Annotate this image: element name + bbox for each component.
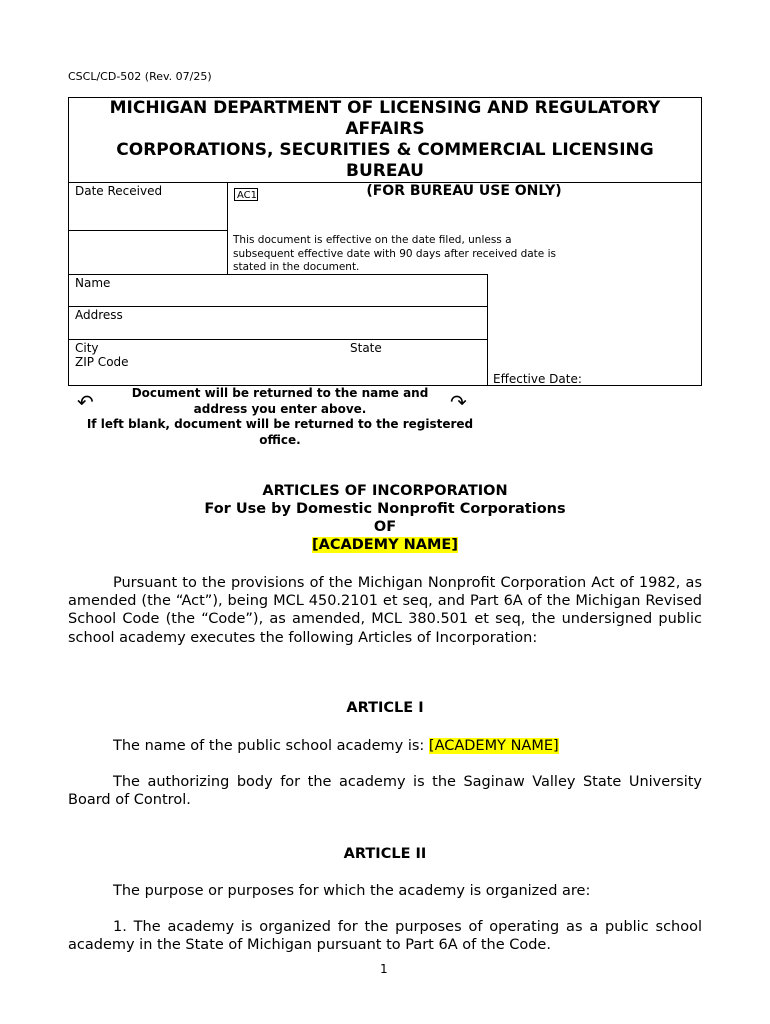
- article-1-name: [68, 737, 702, 755]
- bureau-use-only: (FOR BUREAU USE ONLY): [366, 183, 562, 199]
- ac1-code-box: AC1: [234, 188, 258, 201]
- effective-date-note: This document is effective on the date filed, unless a subsequent effective date with 90 days after received date is stated in the document.: [233, 234, 556, 273]
- state-field-label: State: [350, 341, 382, 355]
- article-2-item-1: 1. The academy is organized for the purposes of operating as a public school academy in the State of Michigan pursuant to Part 6A of the Code.: [68, 919, 702, 954]
- divider: [68, 339, 488, 340]
- academy-name-placeholder: [ACADEMY NAME]: [312, 537, 458, 553]
- article-2-heading: ARTICLE II: [343, 846, 427, 862]
- document-subtitle: For Use by Domestic Nonprofit Corporations: [204, 501, 566, 517]
- article-1-heading: ARTICLE I: [346, 700, 424, 716]
- divider: [68, 306, 488, 307]
- divider: [227, 182, 228, 274]
- divider: [487, 274, 488, 386]
- academy-name-placeholder: [ACADEMY NAME]: [428, 738, 559, 754]
- curved-arrow-right-icon: ↷: [450, 390, 467, 414]
- return-notice-line2: If left blank, document will be returned to the registered office.: [86, 417, 474, 447]
- divider: [68, 230, 227, 231]
- name-field-label: Name: [75, 276, 111, 290]
- intro-paragraph: Pursuant to the provisions of the Michigan Nonprofit Corporation Act of 1982, as amended (the “Act”), being MCL 450.2101 et seq, and Part 6A of the Michigan Revised School Code (the “Code”), as amended, MCL 380.501 et seq, the undersigned public school academy executes the following Articles of Incorporation:: [68, 575, 702, 646]
- academy-name-title: [68, 537, 702, 553]
- return-notice-line1: Document will be returned to the name and address you enter above.: [131, 386, 429, 416]
- curved-arrow-left-icon: ↶: [77, 390, 94, 414]
- zip-field-label: ZIP Code: [75, 355, 129, 369]
- date-received-label: Date Received: [75, 184, 163, 198]
- return-notice: [70, 386, 490, 448]
- form-code: CSCL/CD-502 (Rev. 07/25): [68, 70, 212, 83]
- address-field-label: Address: [75, 308, 123, 322]
- document-of: OF: [373, 519, 397, 535]
- agency-title-line3: CORPORATIONS, SECURITIES & COMMERCIAL LICENSING: [116, 140, 654, 160]
- agency-title-line1: MICHIGAN DEPARTMENT OF LICENSING AND REGULATORY: [109, 98, 661, 118]
- document-title: ARTICLES OF INCORPORATION: [262, 483, 508, 499]
- agency-title-line4: BUREAU: [346, 161, 424, 181]
- article-1-name-text: The name of the public school academy is:: [113, 738, 429, 754]
- agency-title-line2: AFFAIRS: [345, 119, 425, 139]
- city-field-label: City: [75, 341, 99, 355]
- article-2-purpose-intro: The purpose or purposes for which the academy is organized are:: [113, 883, 591, 899]
- effective-date-label: Effective Date:: [493, 372, 582, 386]
- page-number: 1: [380, 962, 388, 976]
- article-1-authorizer: The authorizing body for the academy is the Saginaw Valley State University Board of Control.: [68, 774, 702, 809]
- agency-title: [70, 98, 700, 182]
